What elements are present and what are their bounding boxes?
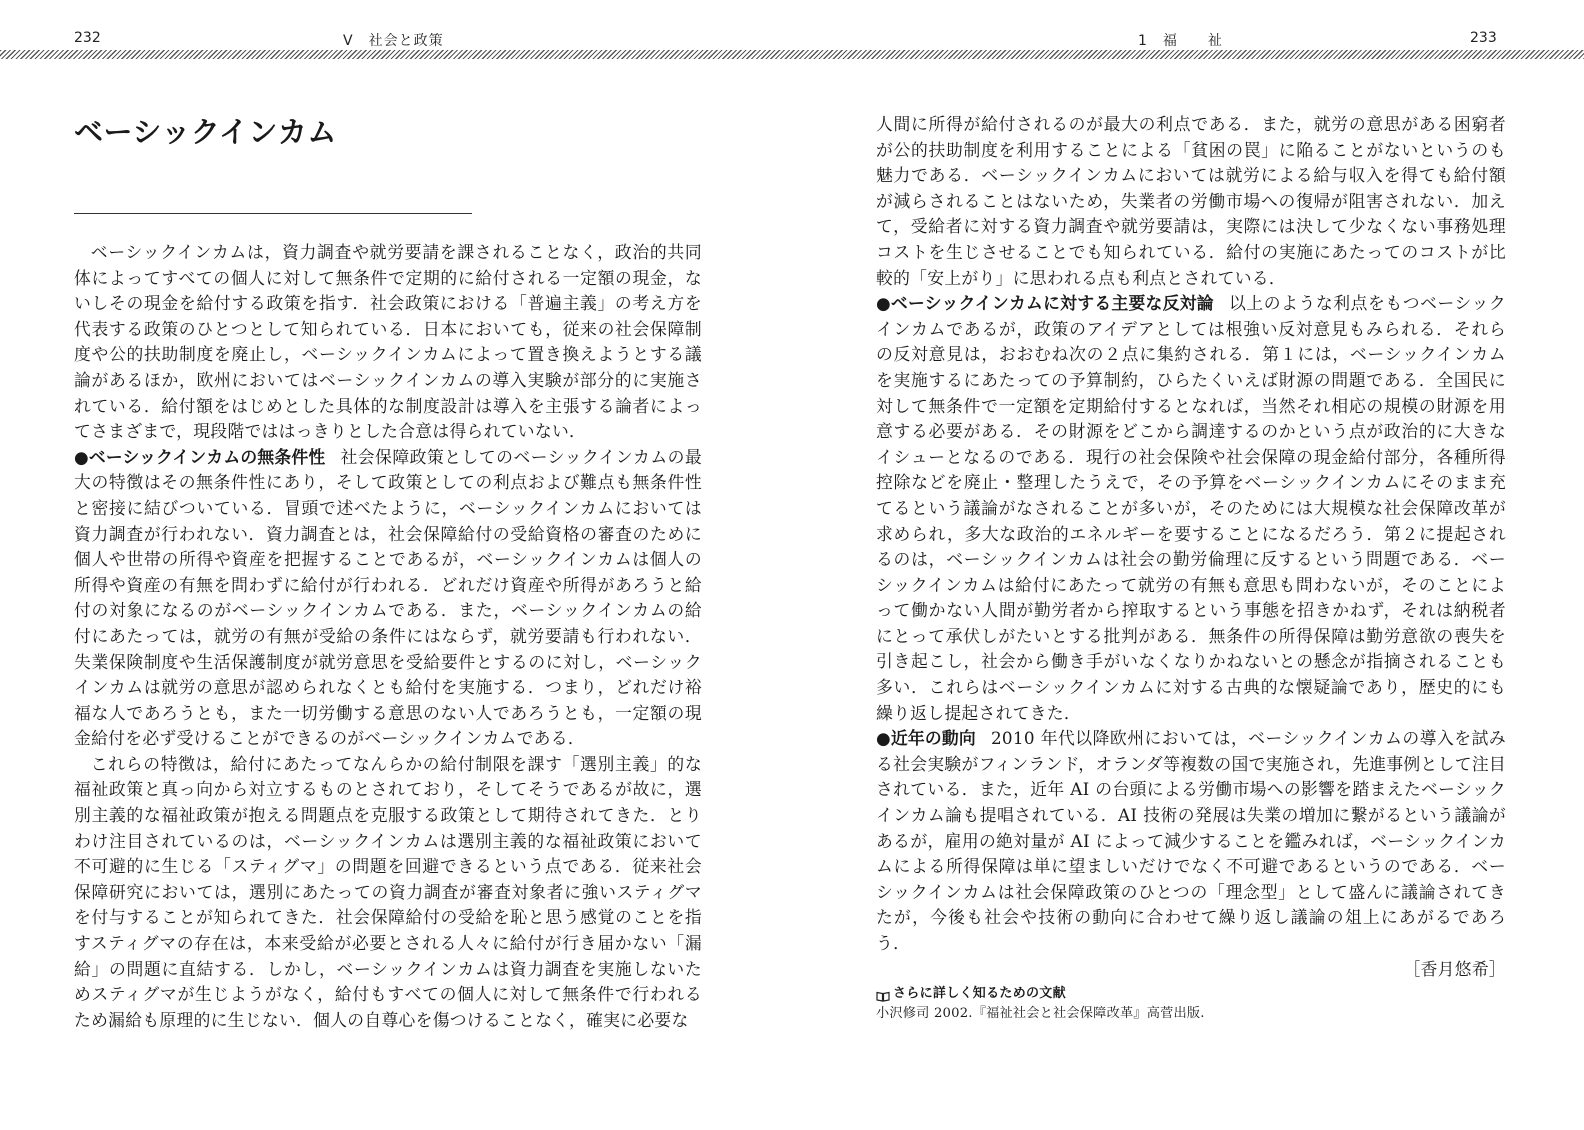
header-hatched-rule	[0, 50, 1584, 59]
author-credit: ［香月悠希］	[1403, 958, 1506, 979]
left-column	[74, 240, 702, 1033]
left-running-head: Ⅴ 社会と政策	[343, 33, 444, 49]
body-paragraph: これらの特徴は，給付にあたってなんらかの給付制限を課す「選別主義」的な福祉政策と真っ向から対立するものとされており，そしてそうであるが故に，選別主義的な福祉政策が抱える問題点を克服する政策として期待されてきた．とりわけ注目されているのは，ベーシックインカムは選別主義的な福祉政策において不可避的に生じる「スティグマ」の問題を回避できるという点である．従来社会保障研究においては，選別にあたっての資力調査が審査対象者に強いスティグマを付与することが知られてきた．社会保障給付の受給を恥と思う感覚のことを指すスティグマの存在は，本来受給が必要とされる人々に給付が行き届かない「漏給」の問題に直結する．しかし，ベーシックインカムは資力調査を実施しないためスティグマが生じようがなく，給付もすべての個人に対して無条件で行われるため漏給も原理的に生じない．個人の自尊心を傷つけることなく，確実に必要な	[74, 753, 702, 1030]
right-column	[876, 112, 1506, 1024]
further-reading	[876, 984, 1506, 1024]
section-text: 2010 年代以降欧州においては，ベーシックインカムの導入を試みる社会実験がフィンランド，オランダ等複数の国で実施され，先進事例として注目されている．また，近年 AI の台頭による労働市場への影響を踏まえたベーシックインカム論も提唱されている．AI 技術の発展は失業の増加に繋がるという議論があるが，雇用の絶対量が AI によって減少することを鑑みれば，ベーシックインカムによる所得保障は単に望ましいだけでなく不可避であるというのである．ベーシックインカムは社会保障政策のひとつの「理念型」として盛んに議論されてきたが，今後も社会や技術の動向に合わせて繰り返し議論の俎上にあがるであろう．	[876, 728, 1506, 953]
left-page-number: 232	[74, 30, 101, 46]
open-book-icon	[876, 989, 890, 1000]
section-unconditionality	[74, 445, 702, 752]
section-heading: ●ベーシックインカムに対する主要な反対論	[876, 293, 1214, 314]
body-paragraph: 人間に所得が給付されるのが最大の利点である．また，就労の意思がある困窮者が公的扶助制度を利用することによる「貧困の罠」に陥ることがないというのも魅力である．ベーシックインカムにおいては就労による給与収入を得ても給付額が減らされることはないため，失業者の労働市場への復帰が阻害されない．加えて，受給者に対する資力調査や就労要請は，実際には決して少なくない事務処理コストを生じさせることでも知られている．給付の実施にあたってのコストが比較的「安上がり」に思われる点も利点とされている．	[876, 114, 1506, 288]
further-reading-title: さらに詳しく知るための文献	[893, 986, 1066, 1002]
section-recent-trends	[876, 726, 1506, 956]
title-underline	[74, 213, 472, 214]
reference-item: 小沢修司 2002.『福祉社会と社会保障改革』高菅出版.	[876, 1006, 1205, 1022]
right-page-number: 233	[1470, 30, 1497, 46]
section-heading: ●近年の動向	[876, 728, 976, 749]
section-text: 以上のような利点をもつベーシックインカムであるが，政策のアイデアとしては根強い反対意見もみられる．それらの反対意見は，おおむね次の２点に集約される．第１には，ベーシックインカムを実施するにあたっての予算制約，ひらたくいえば財源の問題である．全国民に対して無条件で一定額を定期給付するとなれば，当然それ相応の規模の財源を用意する必要がある．その財源をどこから調達するのかという点が政治的に大きなイシューとなるのである．現行の社会保険や社会保障の現金給付部分，各種所得控除などを廃止・整理したうえで，その予算をベーシックインカムにそのまま充てるという議論がなされることが多いが，そのためには大規模な社会保障改革が求められ，多大な政治的エネルギーを要することになるだろう．第２に提起されるのは，ベーシックインカムは社会の勤労倫理に反するという問題である．ベーシックインカムは給付にあたって就労の有無も意思も問わないが，そのことによって働かない人間が勤労者から搾取するという事態を招きかねず，それは納税者にとって承伏しがたいとする批判がある．無条件の所得保障は勤労意欲の喪失を引き起こし，社会から働き手がいなくなりかねないとの懸念が指摘されることも多い．これらはベーシックインカムに対する古典的な懐疑論であり，歴史的にも繰り返し提起されてきた．	[876, 293, 1506, 723]
right-running-head: 1 福 祉	[1138, 33, 1223, 49]
section-opposition	[876, 291, 1506, 726]
article-title: ベーシックインカム	[74, 115, 337, 149]
section-text: 社会保障政策としてのベーシックインカムの最大の特徴はその無条件性にあり，そして政策としての利点および難点も無条件性と密接に結びついている．冒頭で述べたように，ベーシックインカムにおいては資力調査が行われない．資力調査とは，社会保障給付の受給資格の審査のために個人や世帯の所得や資産を把握することであるが，ベーシックインカムは個人の所得や資産の有無を問わずに給付が行われる．どれだけ資産や所得があろうと給付の対象になるのがベーシックインカムである．また，ベーシックインカムの給付にあたっては，就労の有無が受給の条件にはならず，就労要請も行われない．失業保険制度や生活保護制度が就労意思を受給要件とするのに対し，ベーシックインカムは就労の意思が認められなくとも給付を実施する．つまり，どれだけ裕福な人であろうとも，また一切労働する意思のない人であろうとも，一定額の現金給付を必ず受けることができるのがベーシックインカムである．	[74, 446, 702, 749]
section-heading: ●ベーシックインカムの無条件性	[74, 446, 326, 467]
intro-paragraph: ベーシックインカムは，資力調査や就労要請を課されることなく，政治的共同体によってすべての個人に対して無条件で定期的に給付される一定額の現金，ないしその現金を給付する政策を指す．社会政策における「普遍主義」の考え方を代表する政策のひとつとして知られている．日本においても，従来の社会保障制度や公的扶助制度を廃止し，ベーシックインカムによって置き換えようとする議論があるほか，欧州においてはベーシックインカムの導入実験が部分的に実施されている．給付額をはじめとした具体的な制度設計は導入を主張する論者によってさまざまで，現段階でははっきりとした合意は得られていない．	[74, 242, 702, 442]
